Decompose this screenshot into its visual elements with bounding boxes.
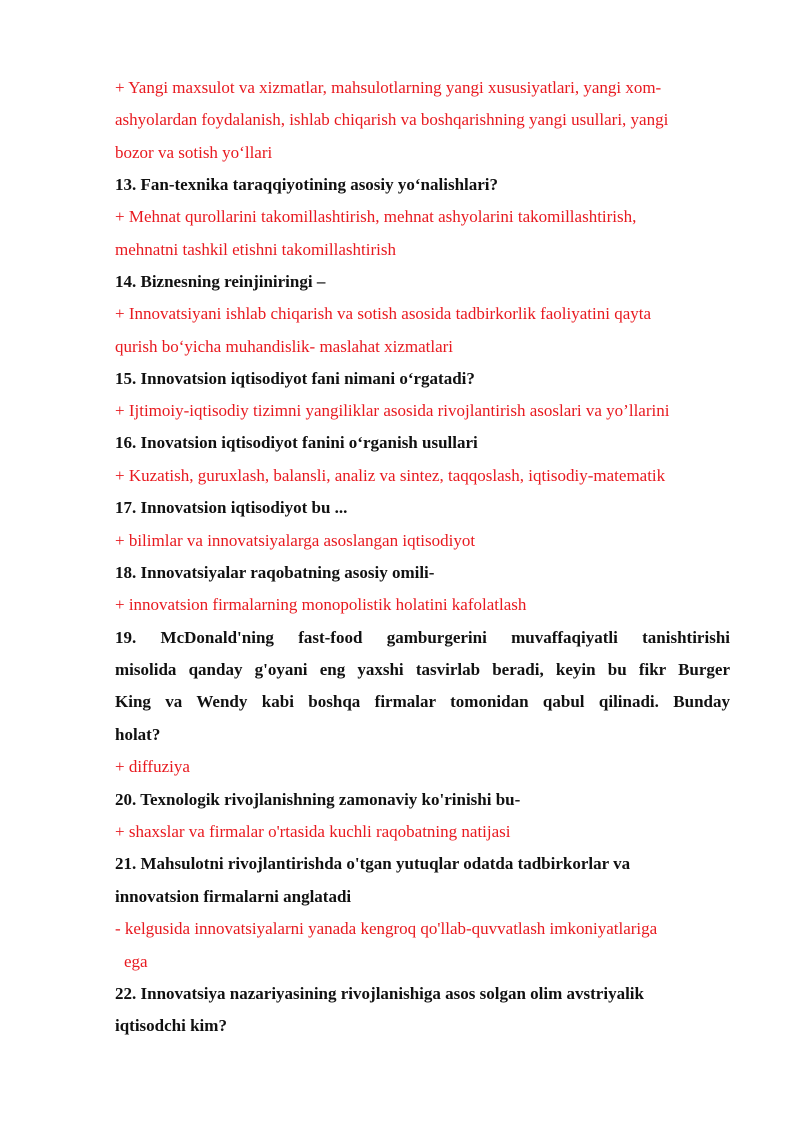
question-line: 13. Fan-texnika taraqqiyotining asosiy yo‘nalishlari?	[115, 175, 499, 194]
question-line: holat?	[115, 725, 161, 744]
answer-line: + innovatsion firmalarning monopolistik holatini kafolatlash	[115, 595, 527, 614]
answer-line: + shaxslar va firmalar o'rtasida kuchli raqobatning natijasi	[115, 822, 511, 841]
question-line: 15. Innovatsion iqtisodiyot fani nimani o‘rgatadi?	[115, 369, 475, 388]
question-line: 22. Innovatsiya nazariyasining rivojlanishiga asos solgan olim avstriyalik	[115, 984, 644, 1003]
answer-line: bozor va sotish yo‘llari	[115, 143, 273, 162]
question-line: 20. Texnologik rivojlanishning zamonaviy ko'rinishi bu-	[115, 790, 521, 809]
question-line: 19. McDonald'ning fast-food gamburgerini muvaffaqiyatli tanishtirishi	[115, 628, 730, 647]
answer-line: + bilimlar va innovatsiyalarga asoslangan iqtisodiyot	[115, 531, 476, 550]
answer-line: + Ijtimoiy-iqtisodiy tizimni yangiliklar asosida rivojlantirish asoslari va yo’llarini	[115, 401, 670, 420]
answer-line: + Mehnat qurollarini takomillashtirish, mehnat ashyolarini takomillashtirish,	[115, 207, 637, 226]
question-line: innovatsion firmalarni anglatadi	[115, 887, 352, 906]
answer-line: + Kuzatish, guruxlash, balansli, analiz va sintez, taqqoslash, iqtisodiy-matematik	[115, 466, 666, 485]
question-line: 17. Innovatsion iqtisodiyot bu ...	[115, 498, 348, 517]
answer-line: + diffuziya	[115, 757, 190, 776]
question-line: iqtisodchi kim?	[115, 1016, 227, 1035]
answer-line: - kelgusida innovatsiyalarni yanada kengroq qo'llab-quvvatlash imkoniyatlariga	[115, 919, 658, 938]
question-line: 21. Mahsulotni rivojlantirishda o'tgan yutuqlar odatda tadbirkorlar va	[115, 854, 631, 873]
answer-line: + Innovatsiyani ishlab chiqarish va sotish asosida tadbirkorlik faoliyatini qayta	[115, 304, 652, 323]
answer-line: qurish bo‘yicha muhandislik- maslahat xizmatlari	[115, 337, 454, 356]
answer-line: + Yangi maxsulot va xizmatlar, mahsulotlarning yangi xususiyatlari, yangi xom-	[115, 78, 662, 97]
answer-line: mehnatni tashkil etishni takomillashtirish	[115, 240, 396, 259]
question-line: 14. Biznesning reinjiniringi –	[115, 272, 326, 291]
answer-line: ega	[124, 952, 148, 971]
question-line: 18. Innovatsiyalar raqobatning asosiy omili-	[115, 563, 435, 582]
answer-line: ashyolardan foydalanish, ishlab chiqarish va boshqarishning yangi usullari, yangi	[115, 110, 669, 129]
question-line: misolida qanday g'oyani eng yaxshi tasvirlab beradi, keyin bu fikr Burger	[115, 660, 730, 679]
question-line: 16. Inovatsion iqtisodiyot fanini o‘rganish usullari	[115, 433, 478, 452]
question-line: King va Wendy kabi boshqa firmalar tomonidan qabul qilinadi. Bunday	[115, 692, 730, 711]
